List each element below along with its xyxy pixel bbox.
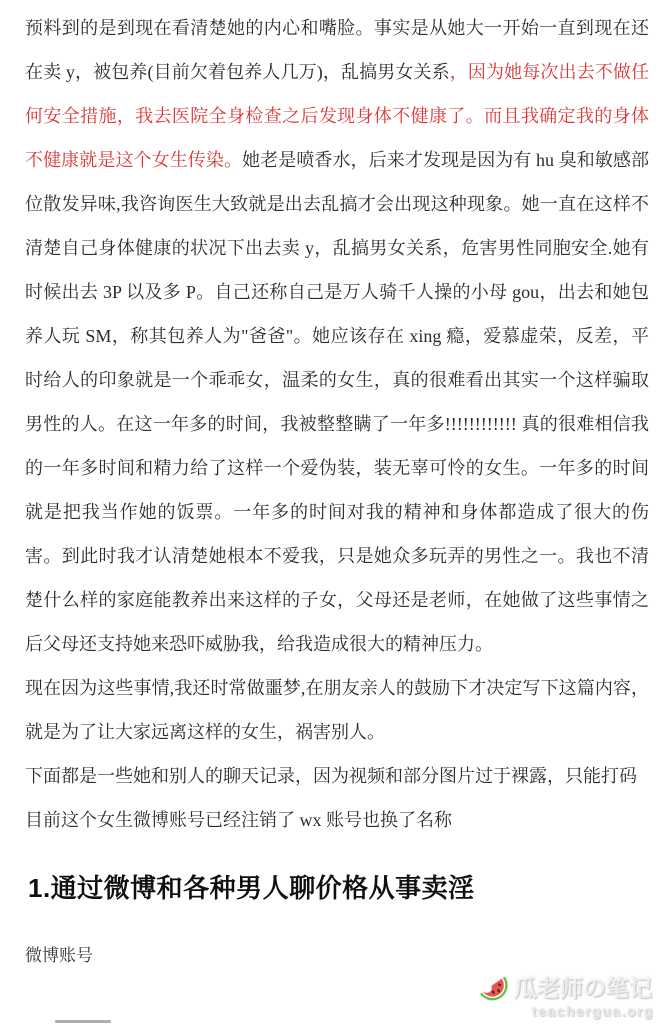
paragraph-3-line-2: 目前这个女生微博账号已经注销了 wx 账号也换了名称 — [25, 810, 452, 830]
watermark-title: 瓜老师の笔记 — [514, 974, 652, 1001]
article-paragraph-1 — [25, 6, 649, 666]
section-heading: 1.通过微博和各种男人聊价格从事卖淫 — [28, 873, 475, 903]
watermark-row — [474, 967, 670, 1005]
paragraph-3-line-1: 下面都是一些她和别人的聊天记录，因为视频和部分图片过于裸露，只能打码 — [25, 766, 637, 786]
watermark-url: teachergua.org — [531, 1003, 655, 1019]
watermelon-icon — [474, 967, 512, 1005]
article-paragraph-3 — [25, 754, 649, 842]
article-paragraph-2: 现在因为这些事情,我还时常做噩梦,在朋友亲人的鼓励下才决定写下这篇内容，就是为了让大家远离这样的女生，祸害别人。 — [25, 678, 649, 742]
next-image-edge — [55, 1020, 111, 1023]
paragraph-1-text-before: 预料到的是到现在看清楚她的内心和嘴脸。事实是从她大一开始一直到现在还在卖 y，被包养(目前欠着包养人几万)，乱搞男女关系 — [25, 18, 649, 82]
image-caption: 微博账号 — [25, 946, 93, 965]
red-highlight-text: ，因为她每次出去不做任何安全措施，我去医院全身检查之后发现身体不健康了。而且我确定我的身体不健康就是这个女生传染。 — [25, 62, 649, 170]
watermark — [474, 967, 670, 1019]
paragraph-1-text-after: 她老是喷香水，后来才发现是因为有 hu 臭和敏感部位散发异味,我咨询医生大致就是出去乱搞才会出现这种现象。她一直在这样不清楚自己身体健康的状况下出去卖 y，乱搞男女关系，危害男性同胞安全.她有时候出去 3P 以及多 P。自己还称自己是万人骑千人操的小母 gou，出去和她包养人玩 SM，称其包养人为"爸爸"。她应该存在 xing 瘾，爱慕虚荣，反差，平时给人的印象就是一个乖乖女，温柔的女生，真的很难看出其实一个这样骗取男性的人。在这一年多的时间，我被整整瞒了一年多!!!!!!!!!!!! 真的很难相信我的一年多时间和精力给了这样一个爱伪装，装无辜可怜的女生。一年多的时间就是把我当作她的饭票。一年多的时间对我的精神和身体都造成了很大的伤害。到此时我才认清楚她根本不爱我，只是她众多玩弄的男性之一。我也不清楚什么样的家庭能教养出来这样的子女，父母还是老师，在她做了这些事情之后父母还支持她来恐吓威胁我，给我造成很大的精神压力。 — [25, 150, 650, 654]
